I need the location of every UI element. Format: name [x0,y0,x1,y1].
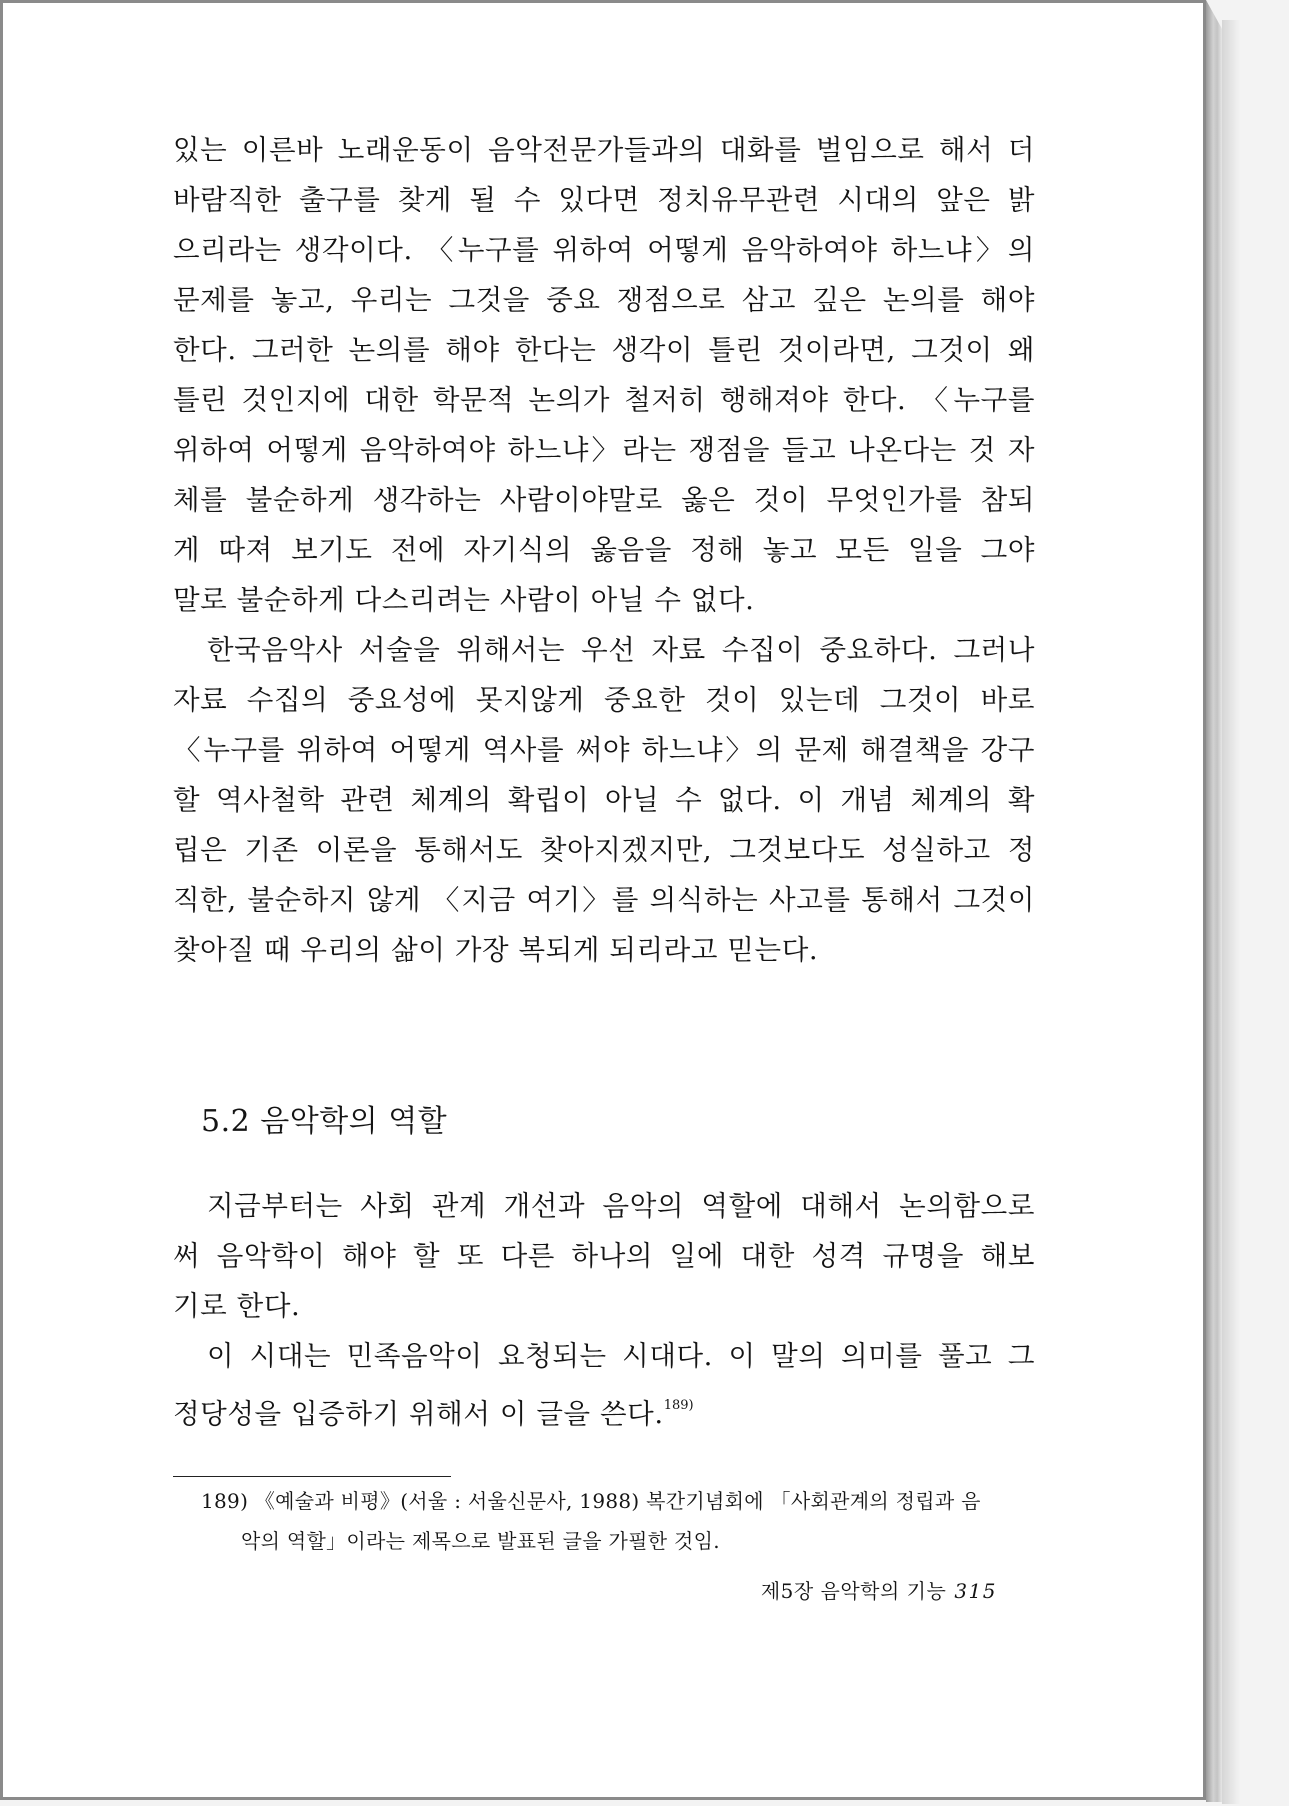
text-line: 으리라는 생각이다. 〈누구를 위하여 어떻게 음악하여야 하느냐〉의 [173,234,1035,266]
text-line: 체를 불순하게 생각하는 사람이야말로 옳은 것이 무엇인가를 참되 [173,484,1035,516]
text-line-content: 정당성을 입증하기 위해서 이 글을 쓴다. [173,1398,664,1430]
text-line: 말로 불순하게 다스리려는 사람이 아닐 수 없다. [173,584,755,616]
footnote [201,1481,1035,1561]
text-line: 자료 수집의 중요성에 못지않게 중요한 것이 있는데 그것이 바로 [173,684,1035,716]
text-line: 찾아질 때 우리의 삶이 가장 복되게 되리라고 믿는다. [173,934,819,966]
text-line: 한다. 그러한 논의를 해야 한다는 생각이 틀린 것이라면, 그것이 왜 [173,334,1035,366]
text-line: 직한, 불순하지 않게 〈지금 여기〉를 의식하는 사고를 통해서 그것이 [173,884,1035,916]
text-line: 문제를 놓고, 우리는 그것을 중요 쟁점으로 삼고 깊은 논의를 해야 [173,284,1035,316]
text-line: 게 따져 보기도 전에 자기식의 옳음을 정해 놓고 모든 일을 그야 [173,534,1035,566]
text-line: 위하여 어떻게 음악하여야 하느냐〉라는 쟁점을 들고 나온다는 것 자 [173,434,1035,466]
page-edge-shadow [1222,20,1240,1804]
page-edge-decoration [1206,0,1222,1802]
section-body-text [173,1181,1035,1431]
text-line: 할 역사철학 관련 체계의 확립이 아닐 수 없다. 이 개념 체계의 확 [173,784,1035,816]
running-footer [761,1575,997,1604]
section-heading: 5.2 음악학의 역할 [201,1104,448,1139]
text-line [173,1381,1035,1431]
text-line: 이 시대는 민족음악이 요청되는 시대다. 이 말의 의미를 풀고 그 [207,1340,1035,1372]
footnote-divider [173,1476,451,1477]
chapter-label: 제5장 음악학의 기능 [760,1579,947,1603]
text-line: 써 음악학이 해야 할 또 다른 하나의 일에 대한 성격 규명을 해보 [173,1240,1035,1272]
text-line: 바람직한 출구를 찾게 될 수 있다면 정치유무관련 시대의 앞은 밝 [173,184,1035,216]
text-line: 〈누구를 위하여 어떻게 역사를 써야 하느냐〉의 문제 해결책을 강구 [173,734,1035,766]
page-number: 315 [954,1579,997,1603]
body-text-block [173,125,1035,975]
footnote-line: 악의 역할」이라는 제목으로 발표된 글을 가필한 것임. [241,1529,720,1553]
text-line: 지금부터는 사회 관계 개선과 음악의 역할에 대해서 논의함으로 [207,1190,1035,1222]
text-line: 있는 이른바 노래운동이 음악전문가들과의 대화를 벌임으로 해서 더 [173,134,1035,166]
text-line: 기로 한다. [173,1290,301,1322]
footnote-reference[interactable]: 189) [663,1398,694,1413]
text-line: 립은 기존 이론을 통해서도 찾아지겠지만, 그것보다도 성실하고 정 [173,834,1035,866]
text-line: 한국음악사 서술을 위해서는 우선 자료 수집이 중요하다. 그러나 [207,634,1035,666]
text-line: 틀린 것인지에 대한 학문적 논의가 철저히 행해져야 한다. 〈누구를 [173,384,1035,416]
footnote-line: 189) 《예술과 비평》(서울 : 서울신문사, 1988) 복간기념회에 「사회관계의 정립과 음 [201,1489,981,1513]
